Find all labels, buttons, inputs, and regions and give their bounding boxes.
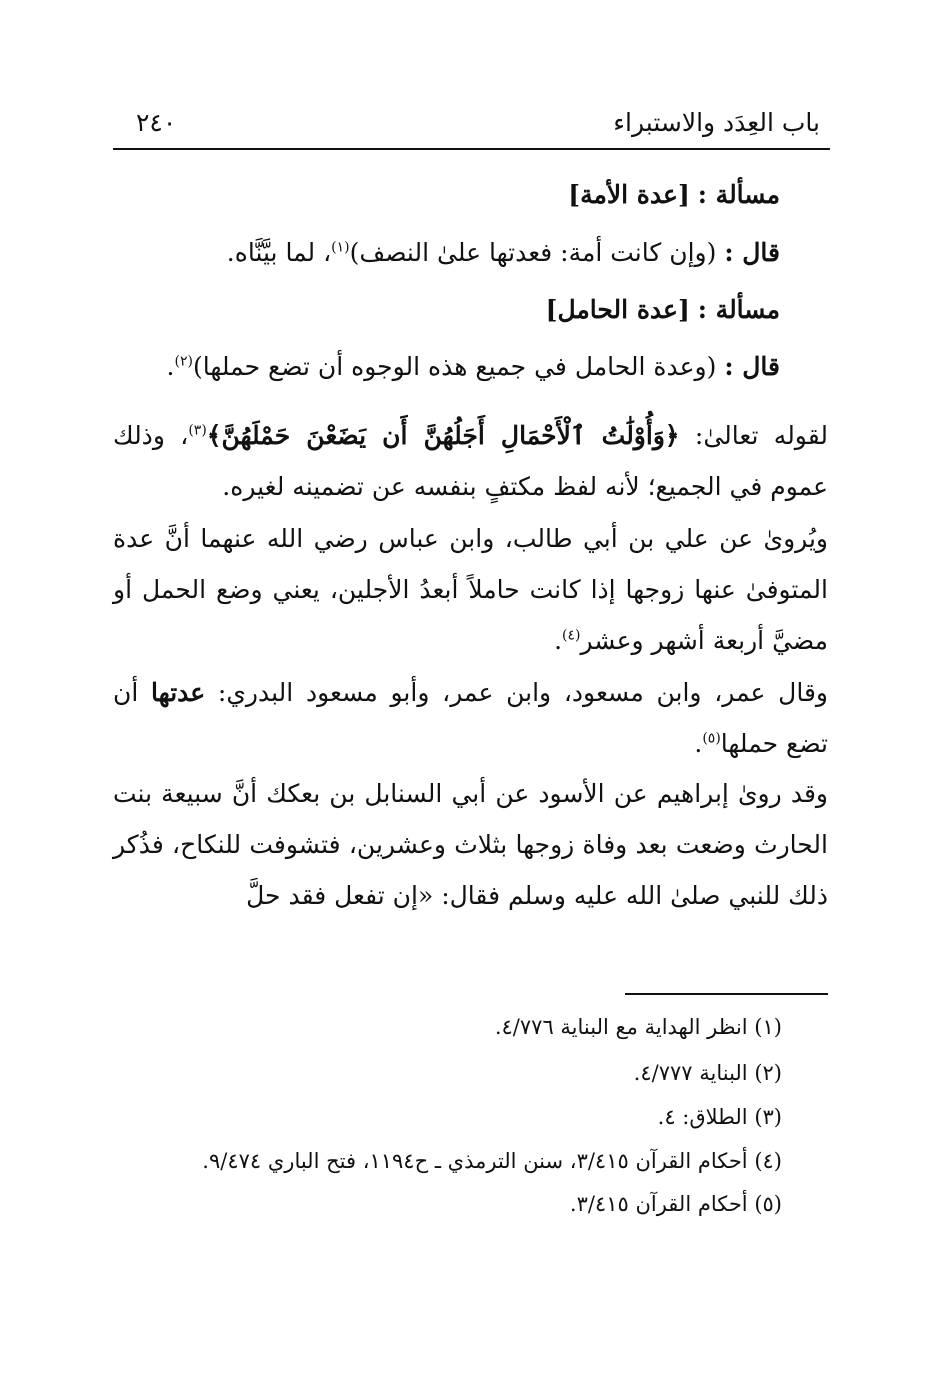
paragraph-text: أن تضع حملها	[113, 678, 828, 758]
paragraph-quran-verse	[113, 410, 828, 512]
paragraph-text: .	[554, 626, 563, 655]
qal-label: قال :	[724, 352, 780, 381]
paragraph-subaia-hadith	[113, 768, 828, 921]
qal-label: قال :	[724, 238, 780, 267]
footnote-3: (٣) الطلاق: ٤.	[657, 1105, 782, 1129]
qal-text: (وعدة الحامل في جميع هذه الوجوه أن تضع حملها)	[192, 352, 717, 381]
paragraph-text: وقال عمر، وابن مسعود، وابن عمر، وأبو مسعود البدري:	[205, 678, 828, 707]
qal-tail: .	[166, 352, 175, 381]
footnote-ref: (٣)	[188, 422, 207, 439]
footnote-ref: (٤)	[562, 627, 581, 644]
running-header-title: باب العِدَد والاستبراء	[613, 108, 820, 137]
page-number: ٢٤٠	[136, 108, 177, 137]
footnote-ref: (٢)	[174, 353, 193, 370]
paragraph-text: ويُروىٰ عن علي بن أبي طالب، وابن عباس رضي الله عنهما أنَّ عدة المتوفىٰ عنها زوجها إذا كانت حاملاً أبعدُ الأجلين، يعني وضع الحمل أو مضيَّ أربعة أشهر وعشر	[113, 524, 828, 655]
bold-word: عدتها	[151, 678, 206, 707]
paragraph-text: لقوله تعالىٰ:	[679, 421, 828, 450]
paragraph-text: ، وذلك عموم في الجميع؛ لأنه لفظ مكتفٍ بنفسه عن تضمينه لغيره.	[113, 421, 828, 501]
footnote-2: (٢) البناية ٤/٧٧٧.	[633, 1061, 782, 1085]
qal-line-2	[130, 352, 780, 381]
paragraph-text: .	[694, 729, 703, 758]
masala-heading-2	[130, 295, 780, 324]
footnote-ref: (١)	[331, 239, 350, 256]
footnote-separator	[625, 993, 828, 995]
footnote-4: (٤) أحكام القرآن ٣/٤١٥، سنن الترمذي ـ ح١١٩٤، فتح الباري ٩/٤٧٤.	[202, 1149, 782, 1173]
masala-label: مسألة :	[697, 180, 780, 209]
quran-verse: ﴿وَأُوْلَٰتُ ٱلْأَحْمَالِ أَجَلُهُنَّ أَن يَضَعْنَ حَمْلَهُنَّ﴾	[206, 421, 680, 450]
qal-tail: ، لما بيَّنَّاه.	[226, 238, 332, 267]
footnote-ref: (٥)	[702, 730, 721, 747]
footnote-1: (١) انظر الهداية مع البناية ٤/٧٧٦.	[494, 1015, 782, 1039]
paragraph-ali-ibn-abbas	[113, 513, 828, 666]
masala-title: [عدة الحامل]	[545, 295, 690, 324]
header-rule	[113, 148, 830, 150]
masala-heading-1	[130, 180, 780, 209]
qal-line-1	[130, 238, 780, 267]
paragraph-text: وقد روىٰ إبراهيم عن الأسود عن أبي السنابل بن بعكك أنَّ سبيعة بنت الحارث وضعت بعد وفاة زوجها بثلاث وعشرين، فتشوفت للنكاح، فذُكر ذلك للنبي صلىٰ الله عليه وسلم فقال: «إن تفعل فقد حلَّ	[113, 779, 828, 910]
qal-text: (وإن كانت أمة: فعدتها علىٰ النصف)	[349, 238, 717, 267]
masala-label: مسألة :	[697, 295, 780, 324]
masala-title: [عدة الأمة]	[568, 180, 690, 209]
footnote-5: (٥) أحكام القرآن ٣/٤١٥.	[569, 1192, 782, 1216]
paragraph-umar-ibn-masud	[113, 667, 828, 769]
